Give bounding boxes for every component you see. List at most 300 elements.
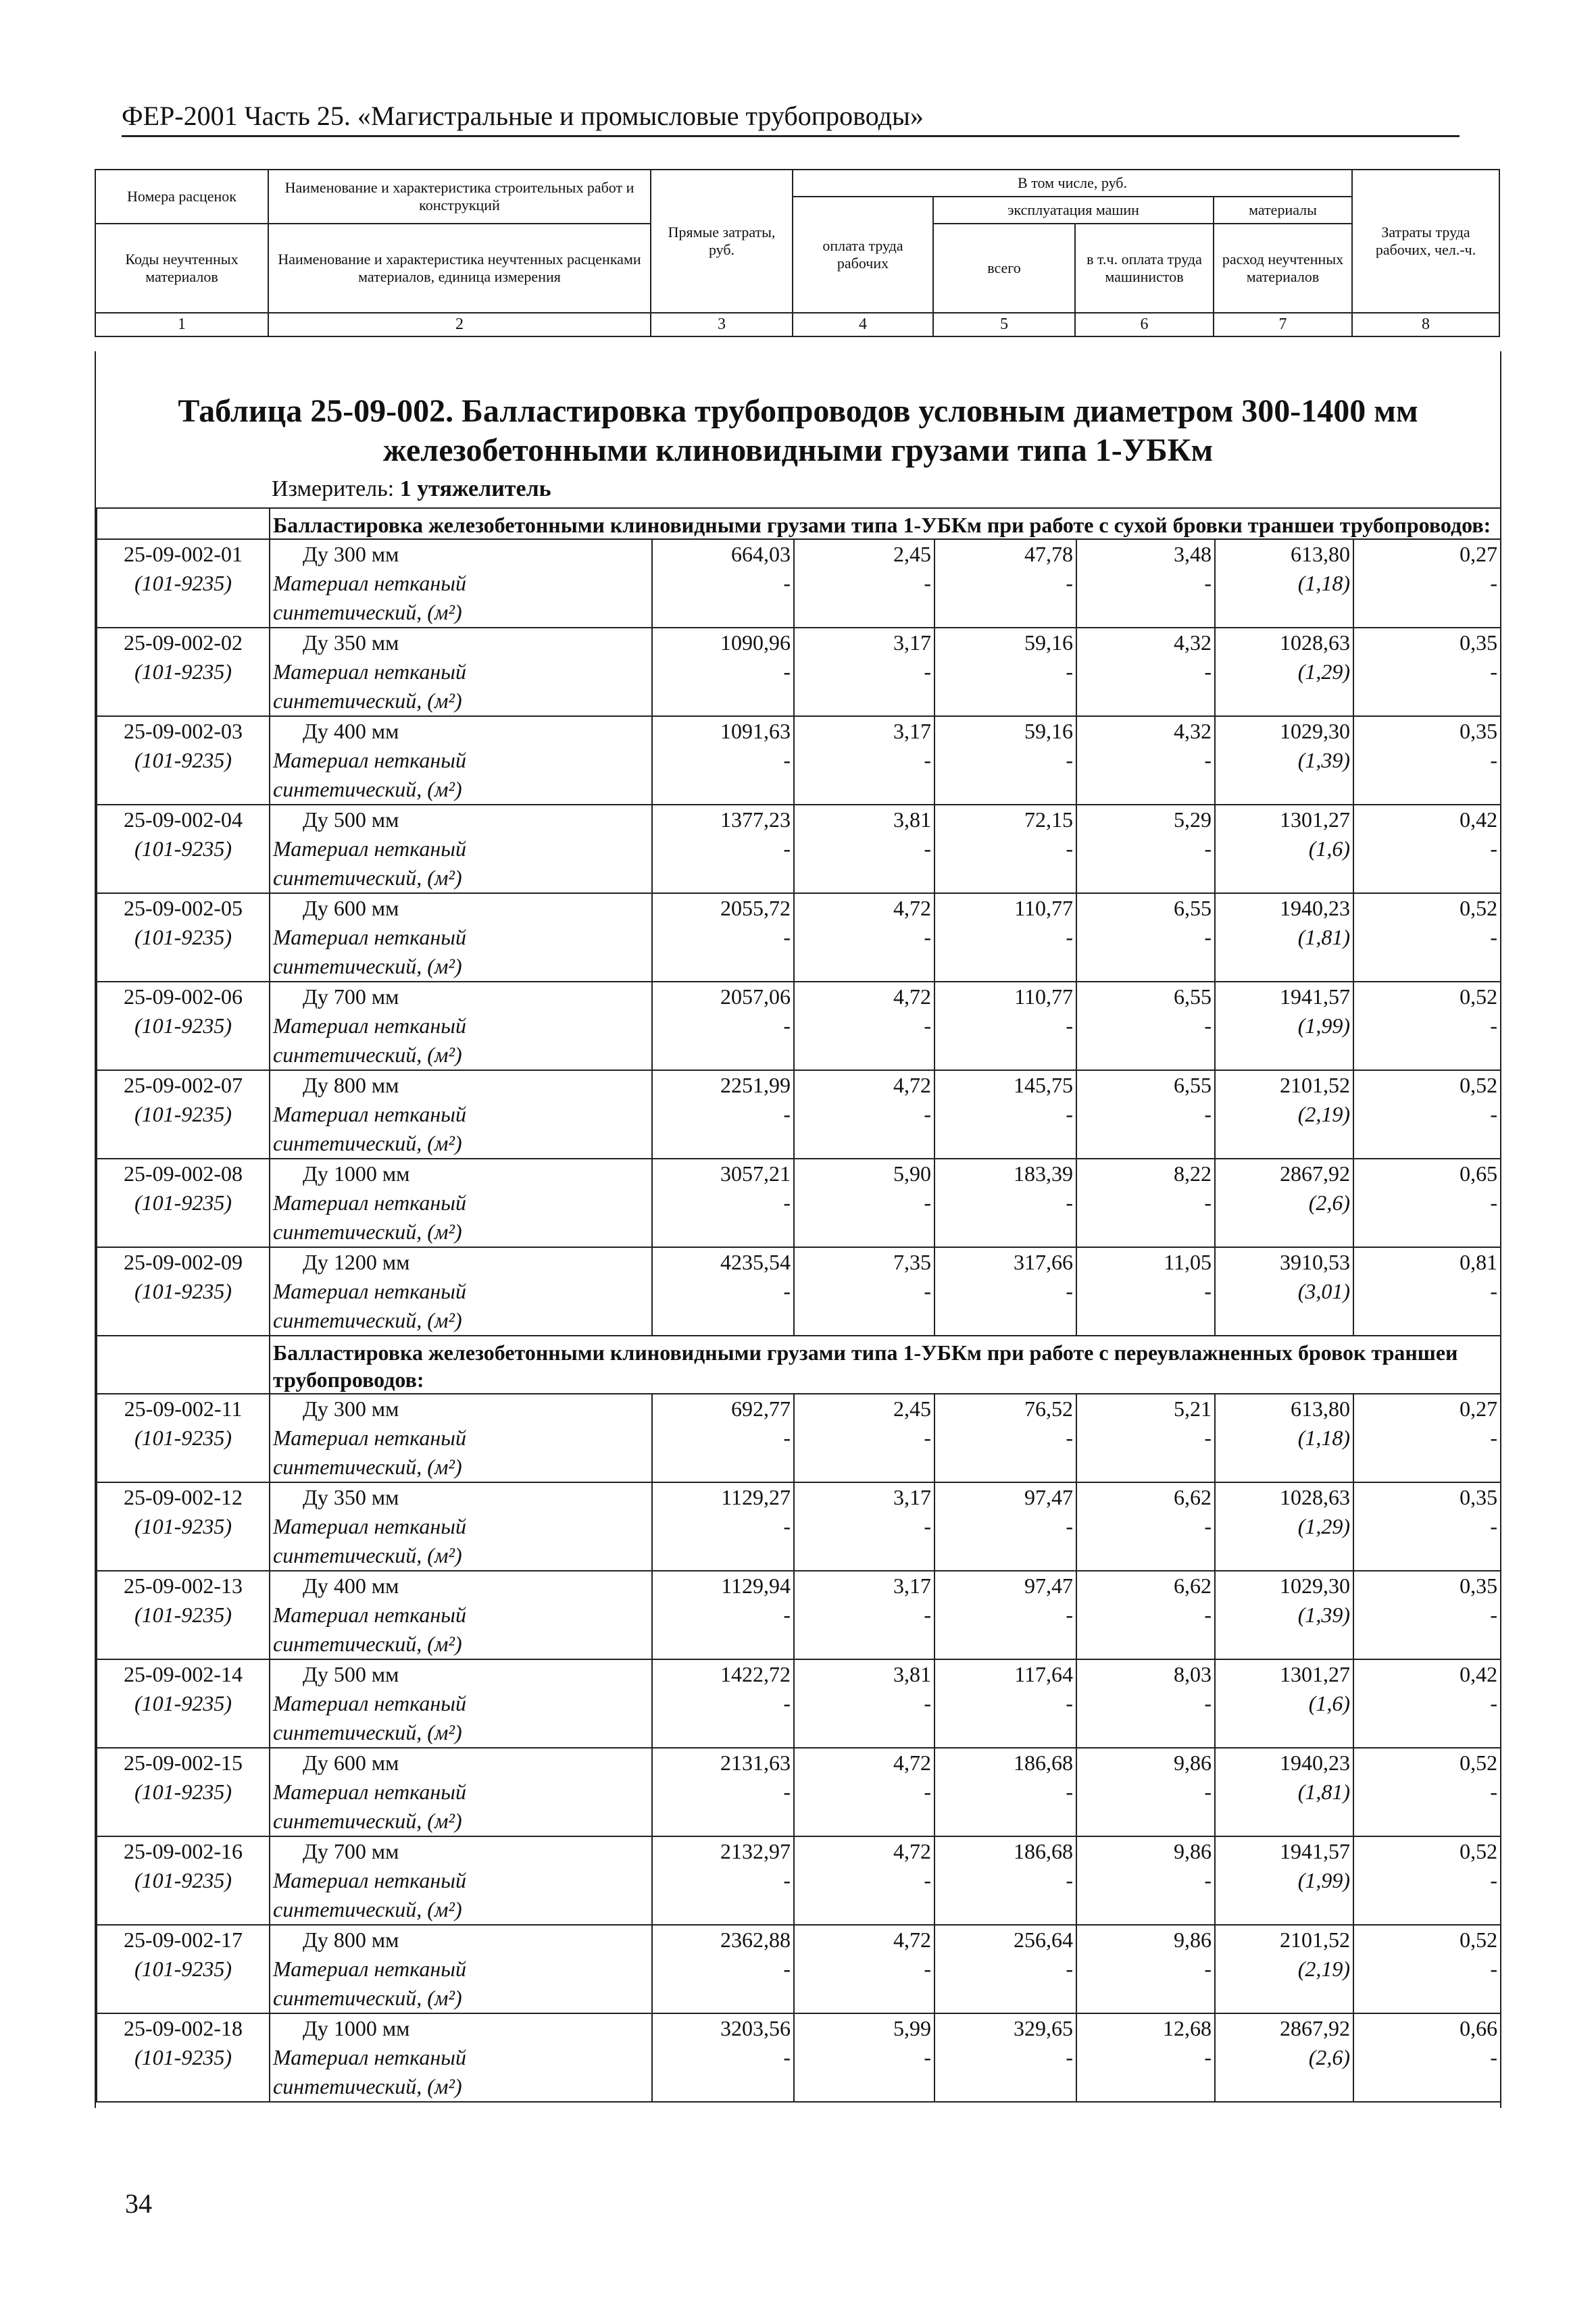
empty-cell: [1076, 952, 1215, 982]
dash-cell: -: [652, 1277, 794, 1306]
material-quantity: (1,18): [1215, 1424, 1353, 1453]
material-code-text: (101-9235): [134, 1957, 232, 1982]
material-row: [97, 1188, 1501, 1217]
col-number-2: 2: [268, 313, 651, 336]
material-row-continued: [97, 1306, 1501, 1336]
empty-cell: [1215, 952, 1353, 982]
empty-cell: [1215, 1718, 1353, 1748]
material-name: Материал нетканый: [270, 1277, 652, 1306]
empty-cell: [97, 1217, 270, 1247]
dash-cell: -: [652, 1188, 794, 1217]
work-name: Ду 300 мм: [270, 539, 652, 569]
empty-cell: [1215, 775, 1353, 805]
value-materials: 1301,27: [1215, 1659, 1353, 1689]
dash-cell: -: [794, 923, 934, 952]
value-machines: 76,52: [934, 1394, 1076, 1424]
value-hours: 0,52: [1353, 1925, 1501, 1955]
empty-cell: [1215, 598, 1353, 628]
dash-cell: -: [934, 569, 1076, 598]
value-direct: 1377,23: [652, 805, 794, 834]
col-number-5: 5: [933, 313, 1075, 336]
value-direct: 3057,21: [652, 1159, 794, 1188]
dash-cell: -: [1076, 746, 1215, 775]
dash-cell: -: [1353, 834, 1501, 863]
rate-code: 25-09-002-11: [97, 1394, 270, 1424]
section-header-row: [97, 1336, 1501, 1394]
rate-code: 25-09-002-12: [97, 1482, 270, 1512]
value-hours: 0,65: [1353, 1159, 1501, 1188]
material-name-continued: синтетический, (м²): [270, 775, 652, 805]
material-quantity: (1,99): [1215, 1866, 1353, 1895]
value-direct: 664,03: [652, 539, 794, 569]
rate-code: 25-09-002-06: [97, 982, 270, 1011]
dash-cell: -: [652, 569, 794, 598]
empty-cell: [934, 1217, 1076, 1247]
material-code: [97, 1601, 270, 1630]
empty-cell: [1215, 1040, 1353, 1070]
value-operators: 6,62: [1076, 1571, 1215, 1601]
material-code-text: (101-9235): [134, 1013, 232, 1038]
material-name-continued: синтетический, (м²): [270, 1718, 652, 1748]
value-labor: 4,72: [794, 1070, 934, 1100]
material-name-continued: синтетический, (м²): [270, 598, 652, 628]
dash-cell: -: [934, 746, 1076, 775]
material-name: Материал нетканый: [270, 834, 652, 863]
dash-cell: -: [652, 746, 794, 775]
empty-cell: [1076, 1040, 1215, 1070]
dash-cell: -: [934, 1689, 1076, 1718]
dash-cell: -: [1076, 1689, 1215, 1718]
value-labor: 5,90: [794, 1159, 934, 1188]
value-hours: 0,81: [1353, 1247, 1501, 1277]
section-title: Балластировка железобетонными клиновидными грузами типа 1-УБКм при работе с переувлажненных бровок траншеи трубопроводов:: [270, 1336, 1501, 1394]
value-materials: 2867,92: [1215, 1159, 1353, 1188]
material-row: [97, 1689, 1501, 1718]
rate-code: 25-09-002-15: [97, 1748, 270, 1778]
value-materials: 2867,92: [1215, 2013, 1353, 2043]
value-direct: 2132,97: [652, 1836, 794, 1866]
dash-cell: -: [794, 2043, 934, 2072]
empty-cell: [652, 1807, 794, 1836]
table-row: [97, 1159, 1501, 1188]
empty-cell: [934, 1895, 1076, 1925]
material-code: [97, 1778, 270, 1807]
value-direct: 692,77: [652, 1394, 794, 1424]
material-code: [97, 746, 270, 775]
empty-cell: [1353, 775, 1501, 805]
value-direct: 2362,88: [652, 1925, 794, 1955]
dash-cell: -: [1353, 1689, 1501, 1718]
empty-cell: [97, 1984, 270, 2013]
empty-cell: [652, 1306, 794, 1336]
value-labor: 3,17: [794, 1482, 934, 1512]
material-row-continued: [97, 598, 1501, 628]
value-operators: 8,22: [1076, 1159, 1215, 1188]
dash-cell: -: [652, 1512, 794, 1541]
empty-cell: [1353, 1040, 1501, 1070]
empty-cell: [1076, 1217, 1215, 1247]
dash-cell: -: [652, 657, 794, 686]
empty-cell: [97, 863, 270, 893]
material-row: [97, 923, 1501, 952]
empty-cell: [97, 1630, 270, 1659]
rate-code: 25-09-002-01: [97, 539, 270, 569]
empty-cell: [934, 1807, 1076, 1836]
material-row-continued: [97, 1129, 1501, 1159]
material-row-continued: [97, 1453, 1501, 1482]
col-number-7: 7: [1214, 313, 1352, 336]
material-name-continued: синтетический, (м²): [270, 1453, 652, 1482]
table-row: [97, 1482, 1501, 1512]
empty-cell: [1353, 1718, 1501, 1748]
value-machines: 145,75: [934, 1070, 1076, 1100]
value-direct: 1090,96: [652, 628, 794, 657]
table-title-line-2: железобетонными клиновидными грузами типа 1-УБКм: [382, 432, 1214, 468]
value-materials: 1301,27: [1215, 805, 1353, 834]
empty-cell: [934, 1453, 1076, 1482]
rate-code: 25-09-002-08: [97, 1159, 270, 1188]
work-name: Ду 300 мм: [270, 1394, 652, 1424]
empty-cell: [1076, 1306, 1215, 1336]
material-quantity: (2,19): [1215, 1955, 1353, 1984]
col-number-6: 6: [1075, 313, 1214, 336]
value-direct: 2055,72: [652, 893, 794, 923]
material-code: [97, 1011, 270, 1040]
col-header-labor-hours: Затраты труда рабочих, чел.-ч.: [1352, 170, 1499, 313]
material-name: Материал нетканый: [270, 746, 652, 775]
value-operators: 3,48: [1076, 539, 1215, 569]
dash-cell: -: [794, 1955, 934, 1984]
value-materials: 1028,63: [1215, 628, 1353, 657]
value-machines: 117,64: [934, 1659, 1076, 1689]
empty-cell: [1353, 686, 1501, 716]
empty-cell: [97, 1541, 270, 1571]
material-name: Материал нетканый: [270, 1955, 652, 1984]
value-hours: 0,35: [1353, 1482, 1501, 1512]
material-row: [97, 1778, 1501, 1807]
material-row: [97, 657, 1501, 686]
unit-value: 1 утяжелитель: [399, 476, 551, 502]
value-materials: 1941,57: [1215, 1836, 1353, 1866]
empty-cell: [652, 1541, 794, 1571]
dash-cell: -: [794, 1601, 934, 1630]
material-name-continued: синтетический, (м²): [270, 863, 652, 893]
material-code: [97, 1100, 270, 1129]
material-code: [97, 2043, 270, 2072]
material-row: [97, 746, 1501, 775]
dash-cell: -: [1353, 1601, 1501, 1630]
col-header-direct-costs: Прямые затраты, руб.: [651, 170, 793, 313]
dash-cell: -: [1076, 657, 1215, 686]
dash-cell: -: [1076, 1188, 1215, 1217]
dash-cell: -: [794, 1277, 934, 1306]
empty-cell: [794, 1895, 934, 1925]
value-operators: 4,32: [1076, 716, 1215, 746]
material-quantity: (1,29): [1215, 657, 1353, 686]
dash-cell: -: [1076, 1866, 1215, 1895]
empty-cell: [1353, 2072, 1501, 2102]
material-quantity: (1,18): [1215, 569, 1353, 598]
dash-cell: -: [934, 1100, 1076, 1129]
dash-cell: -: [1353, 1955, 1501, 1984]
page-number: 34: [125, 2188, 152, 2219]
rate-code: 25-09-002-13: [97, 1571, 270, 1601]
empty-cell: [794, 686, 934, 716]
material-code-text: (101-9235): [134, 1190, 232, 1215]
material-code-text: (101-9235): [134, 2045, 232, 2070]
material-name: Материал нетканый: [270, 923, 652, 952]
dash-cell: -: [652, 1955, 794, 1984]
empty-cell: [1215, 686, 1353, 716]
empty-cell: [1215, 1984, 1353, 2013]
empty-cell: [794, 863, 934, 893]
value-labor: 4,72: [794, 982, 934, 1011]
work-name: Ду 1000 мм: [270, 2013, 652, 2043]
value-labor: 3,17: [794, 716, 934, 746]
empty-cell: [1076, 1807, 1215, 1836]
value-operators: 9,86: [1076, 1925, 1215, 1955]
dash-cell: -: [1353, 2043, 1501, 2072]
rate-code: 25-09-002-09: [97, 1247, 270, 1277]
col-header-material-usage: расход неучтенных материалов: [1214, 224, 1352, 313]
work-name: Ду 350 мм: [270, 628, 652, 657]
material-code: [97, 569, 270, 598]
material-code: [97, 1277, 270, 1306]
material-code-text: (101-9235): [134, 1691, 232, 1716]
table-row: [97, 2013, 1501, 2043]
material-name-continued: синтетический, (м²): [270, 1630, 652, 1659]
dash-cell: -: [1353, 1424, 1501, 1453]
value-labor: 3,17: [794, 1571, 934, 1601]
material-name: Материал нетканый: [270, 1512, 652, 1541]
dash-cell: -: [1353, 1778, 1501, 1807]
col-header-operators-pay: в т.ч. оплата труда машинистов: [1075, 224, 1214, 313]
dash-cell: -: [652, 923, 794, 952]
work-name: Ду 600 мм: [270, 1748, 652, 1778]
empty-cell: [652, 1895, 794, 1925]
material-row-continued: [97, 1217, 1501, 1247]
rate-code: 25-09-002-04: [97, 805, 270, 834]
material-code: [97, 1689, 270, 1718]
empty-cell: [652, 1718, 794, 1748]
material-quantity: (1,6): [1215, 834, 1353, 863]
material-row-continued: [97, 952, 1501, 982]
empty-cell: [652, 1217, 794, 1247]
empty-cell: [794, 775, 934, 805]
material-name: Материал нетканый: [270, 1866, 652, 1895]
section-spacer: [97, 508, 270, 539]
value-machines: 110,77: [934, 893, 1076, 923]
dash-cell: -: [1076, 2043, 1215, 2072]
work-name: Ду 500 мм: [270, 1659, 652, 1689]
dash-cell: -: [1353, 657, 1501, 686]
dash-cell: -: [794, 1188, 934, 1217]
empty-cell: [934, 1718, 1076, 1748]
value-machines: 317,66: [934, 1247, 1076, 1277]
empty-cell: [652, 952, 794, 982]
table-body-frame: [95, 351, 1501, 2108]
empty-cell: [1076, 1895, 1215, 1925]
value-hours: 0,27: [1353, 1394, 1501, 1424]
empty-cell: [1353, 863, 1501, 893]
material-quantity: (1,99): [1215, 1011, 1353, 1040]
dash-cell: -: [652, 2043, 794, 2072]
empty-cell: [652, 775, 794, 805]
empty-cell: [934, 2072, 1076, 2102]
material-name-continued: синтетический, (м²): [270, 2072, 652, 2102]
value-labor: 2,45: [794, 1394, 934, 1424]
table-row: [97, 1070, 1501, 1100]
empty-cell: [934, 1306, 1076, 1336]
dash-cell: -: [794, 1866, 934, 1895]
empty-cell: [1353, 1541, 1501, 1571]
empty-cell: [1353, 952, 1501, 982]
value-direct: 3203,56: [652, 2013, 794, 2043]
value-direct: 2251,99: [652, 1070, 794, 1100]
dash-cell: -: [794, 1512, 934, 1541]
material-row-continued: [97, 863, 1501, 893]
material-name: Материал нетканый: [270, 1778, 652, 1807]
table-row: [97, 539, 1501, 569]
value-direct: 2131,63: [652, 1748, 794, 1778]
value-hours: 0,35: [1353, 716, 1501, 746]
dash-cell: -: [1076, 1512, 1215, 1541]
dash-cell: -: [1353, 1512, 1501, 1541]
dash-cell: -: [794, 1424, 934, 1453]
dash-cell: -: [1353, 1100, 1501, 1129]
material-name: Материал нетканый: [270, 569, 652, 598]
material-name-continued: синтетический, (м²): [270, 952, 652, 982]
value-hours: 0,35: [1353, 1571, 1501, 1601]
material-row: [97, 1955, 1501, 1984]
empty-cell: [794, 1718, 934, 1748]
dash-cell: -: [652, 834, 794, 863]
material-name: Материал нетканый: [270, 1100, 652, 1129]
work-name: Ду 800 мм: [270, 1925, 652, 1955]
empty-cell: [652, 1453, 794, 1482]
value-machines: 329,65: [934, 2013, 1076, 2043]
col-header-machines-total: всего: [933, 224, 1075, 313]
empty-cell: [934, 598, 1076, 628]
dash-cell: -: [934, 834, 1076, 863]
table-row: [97, 716, 1501, 746]
empty-cell: [1076, 775, 1215, 805]
empty-cell: [794, 2072, 934, 2102]
value-operators: 9,86: [1076, 1836, 1215, 1866]
table-row: [97, 893, 1501, 923]
section-spacer: [97, 1336, 270, 1394]
work-name: Ду 800 мм: [270, 1070, 652, 1100]
value-direct: 1129,94: [652, 1571, 794, 1601]
empty-cell: [794, 1306, 934, 1336]
section-title: Балластировка железобетонными клиновидными грузами типа 1-УБКм при работе с сухой бровки траншеи трубопроводов:: [270, 508, 1501, 539]
dash-cell: -: [1353, 1277, 1501, 1306]
empty-cell: [1215, 1129, 1353, 1159]
value-hours: 0,52: [1353, 982, 1501, 1011]
dash-cell: -: [1076, 569, 1215, 598]
table-row: [97, 1659, 1501, 1689]
material-code: [97, 1866, 270, 1895]
work-name: Ду 500 мм: [270, 805, 652, 834]
value-hours: 0,52: [1353, 1070, 1501, 1100]
table-title-line-1: Таблица 25-09-002. Балластировка трубопроводов условным диаметром 300-1400 мм: [178, 393, 1418, 429]
col-header-work-name: Наименование и характеристика строительных работ и конструкций: [268, 170, 651, 224]
dash-cell: -: [934, 923, 1076, 952]
value-materials: 1029,30: [1215, 1571, 1353, 1601]
dash-cell: -: [1076, 1100, 1215, 1129]
dash-cell: -: [1353, 1188, 1501, 1217]
col-header-material-names: Наименование и характеристика неучтенных расценками материалов, единица измерения: [268, 224, 651, 313]
value-machines: 183,39: [934, 1159, 1076, 1188]
dash-cell: -: [934, 1778, 1076, 1807]
material-row: [97, 834, 1501, 863]
empty-cell: [97, 952, 270, 982]
empty-cell: [794, 1541, 934, 1571]
value-direct: 1422,72: [652, 1659, 794, 1689]
table-row: [97, 628, 1501, 657]
empty-cell: [1353, 1453, 1501, 1482]
unit-of-measure: [272, 476, 1500, 507]
material-name: Материал нетканый: [270, 2043, 652, 2072]
table-row: [97, 1394, 1501, 1424]
value-machines: 110,77: [934, 982, 1076, 1011]
material-row: [97, 1601, 1501, 1630]
empty-cell: [794, 1807, 934, 1836]
empty-cell: [1076, 1129, 1215, 1159]
empty-cell: [934, 686, 1076, 716]
dash-cell: -: [934, 657, 1076, 686]
material-code: [97, 1424, 270, 1453]
value-operators: 6,55: [1076, 893, 1215, 923]
empty-cell: [1076, 1453, 1215, 1482]
material-quantity: (1,29): [1215, 1512, 1353, 1541]
empty-cell: [934, 1541, 1076, 1571]
empty-cell: [794, 1630, 934, 1659]
material-name-continued: синтетический, (м²): [270, 1306, 652, 1336]
rate-code: 25-09-002-05: [97, 893, 270, 923]
dash-cell: -: [934, 1424, 1076, 1453]
material-quantity: (1,6): [1215, 1689, 1353, 1718]
empty-cell: [1353, 1807, 1501, 1836]
material-code: [97, 923, 270, 952]
material-code-text: (101-9235): [134, 1603, 232, 1628]
work-name: Ду 1000 мм: [270, 1159, 652, 1188]
empty-cell: [1076, 1718, 1215, 1748]
empty-cell: [1076, 1630, 1215, 1659]
dash-cell: -: [934, 1512, 1076, 1541]
material-quantity: (1,39): [1215, 746, 1353, 775]
empty-cell: [1215, 1807, 1353, 1836]
material-name: Материал нетканый: [270, 657, 652, 686]
material-quantity: (1,81): [1215, 923, 1353, 952]
value-materials: 2101,52: [1215, 1925, 1353, 1955]
empty-cell: [1353, 1306, 1501, 1336]
material-code-text: (101-9235): [134, 1868, 232, 1893]
material-code: [97, 1512, 270, 1541]
material-code-text: (101-9235): [134, 925, 232, 950]
empty-cell: [652, 2072, 794, 2102]
empty-cell: [97, 775, 270, 805]
value-machines: 59,16: [934, 716, 1076, 746]
empty-cell: [1076, 863, 1215, 893]
empty-cell: [97, 686, 270, 716]
value-labor: 7,35: [794, 1247, 934, 1277]
value-labor: 4,72: [794, 1925, 934, 1955]
dash-cell: -: [1076, 1955, 1215, 1984]
table-row: [97, 1571, 1501, 1601]
rate-code: 25-09-002-17: [97, 1925, 270, 1955]
empty-cell: [1215, 1630, 1353, 1659]
